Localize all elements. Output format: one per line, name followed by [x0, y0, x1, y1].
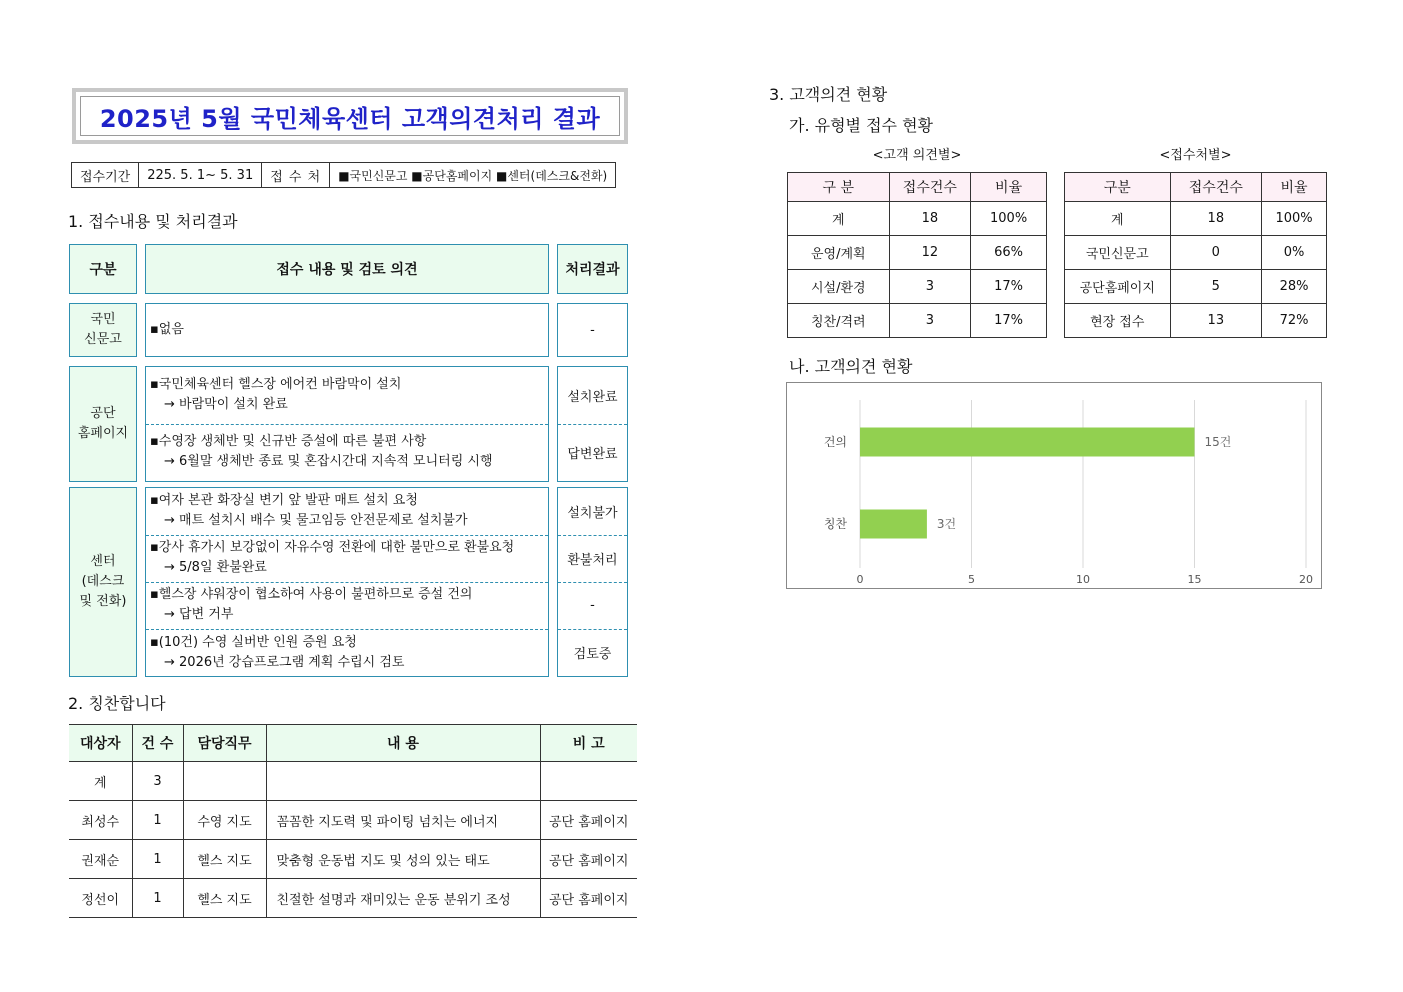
- column-header: 대상자: [69, 725, 132, 762]
- data-label: 3건: [936, 517, 957, 531]
- table2-caption: <접수처별>: [1159, 148, 1232, 163]
- type-stats-table: [787, 172, 1047, 338]
- column-header: 접수건수: [1170, 173, 1262, 202]
- section2-heading: 2. 칭찬합니다: [68, 694, 166, 713]
- column-header: 비율: [971, 173, 1047, 202]
- x-tick-label: 5: [968, 573, 975, 586]
- result-cell: 환불처리: [567, 553, 618, 568]
- list-item: ▪여자 본관 화장실 변기 앞 발판 매트 설치 요청 → 매트 설치시 배수 및 물고임등 안전문제로 설치불가: [150, 493, 468, 528]
- table-header-row: [69, 725, 637, 762]
- column-header: 비율: [1262, 173, 1327, 202]
- category-national: 국민 신문고: [69, 303, 137, 357]
- category-label: 건의: [823, 435, 847, 449]
- table-header-row: [1065, 173, 1327, 202]
- table-header-row: [788, 173, 1047, 202]
- result-center: [557, 487, 628, 677]
- channel-value: ■국민신문고 ■공단홈페이지 ■센터(데스크&전화): [330, 163, 616, 188]
- column-header: 구분: [1065, 173, 1171, 202]
- row-divider: [146, 424, 548, 425]
- table-row: 정선이 1 헬스 지도 친절한 설명과 재미있는 운동 분위기 조성 공단 홈페이지: [69, 879, 637, 918]
- column-header: 내 용: [266, 725, 540, 762]
- x-tick-label: 10: [1076, 573, 1090, 586]
- table1-caption: <고객 의견별>: [872, 148, 962, 163]
- x-tick-label: 20: [1299, 573, 1313, 586]
- list-item: ▪헬스장 샤워장이 협소하여 사용이 불편하므로 증설 건의 → 답변 거부: [150, 587, 473, 622]
- table-row: 계 18 100%: [788, 202, 1047, 236]
- table-row: 공단홈페이지 5 28%: [1065, 270, 1327, 304]
- table-row: 칭찬/격려 3 17%: [788, 304, 1047, 338]
- opinion-bar-chart: [786, 382, 1322, 589]
- result-cell: 설치불가: [567, 506, 618, 521]
- section3-heading: 3. 고객의견 현황: [769, 85, 888, 104]
- row-divider: [146, 582, 548, 583]
- content-center: [145, 487, 549, 677]
- content-homepage: [145, 366, 549, 482]
- result-national: -: [557, 303, 628, 357]
- section3a-heading: 가. 유형별 접수 현황: [789, 116, 933, 135]
- result-cell: 답변완료: [567, 447, 618, 462]
- bar-praise: [860, 510, 927, 539]
- page-title: 2025년 5월 국민체육센터 고객의견처리 결과: [99, 104, 601, 133]
- table-row: 최성수 1 수영 지도 꼼꼼한 지도력 및 파이팅 넘치는 에너지 공단 홈페이지: [69, 801, 637, 840]
- result-homepage: [557, 366, 628, 482]
- column-header: 건 수: [132, 725, 183, 762]
- table-row: 현장 접수 13 72%: [1065, 304, 1327, 338]
- channel-stats-table: [1064, 172, 1327, 338]
- section1-heading: 1. 접수내용 및 처리결과: [68, 212, 238, 231]
- list-item: ▪(10건) 수영 실버반 인원 증원 요청 → 2026년 강습프로그램 계획 수립시 검토: [150, 635, 405, 670]
- row-divider: [146, 535, 548, 536]
- bar-suggestion: [860, 428, 1195, 457]
- period-label: 접수기간: [72, 163, 139, 188]
- data-label: 15건: [1204, 435, 1232, 449]
- result-cell: 검토중: [573, 647, 612, 662]
- table-row: 권재순 1 헬스 지도 맞춤형 운동법 지도 및 성의 있는 태도 공단 홈페이지: [69, 840, 637, 879]
- category-center: 센터 (데스크 및 전화): [69, 487, 137, 677]
- row-divider: [146, 629, 548, 630]
- table-row: 계 18 100%: [1065, 202, 1327, 236]
- category-homepage: 공단 홈페이지: [69, 366, 137, 482]
- period-value: 225. 5. 1~ 5. 31: [139, 163, 262, 188]
- column-header: 접수건수: [889, 173, 971, 202]
- period-table: [71, 162, 616, 188]
- category-label: 칭찬: [823, 517, 847, 531]
- result-cell: 설치완료: [567, 390, 618, 405]
- list-item: ▪강사 휴가시 보강없이 자유수영 전환에 대한 불만으로 환불요청 → 5/8일 환불완료: [150, 540, 515, 575]
- x-tick-label: 15: [1187, 573, 1202, 586]
- table-row: 시설/환경 3 17%: [788, 270, 1047, 304]
- list-item: ▪없음: [150, 322, 184, 337]
- column-header: 구 분: [788, 173, 890, 202]
- table-row: 계 3: [69, 762, 637, 801]
- col-result-header: 처리결과: [557, 244, 628, 294]
- list-item: ▪수영장 생체반 및 신규반 증설에 따른 불편 사항 → 6월말 생체반 종료 및 혼잡시간대 지속적 모니터링 시행: [150, 434, 493, 469]
- praise-table: [69, 724, 637, 918]
- chart-frame: [787, 383, 1322, 589]
- result-cell: -: [590, 598, 595, 613]
- x-tick-label: 0: [856, 573, 864, 586]
- table-row: 국민신문고 0 0%: [1065, 236, 1327, 270]
- content-national: [145, 303, 549, 357]
- col-content-header: 접수 내용 및 검토 의견: [145, 244, 549, 294]
- section3b-heading: 나. 고객의견 현황: [789, 357, 913, 376]
- table-row: 운영/계획 12 66%: [788, 236, 1047, 270]
- col-category-header: 구분: [69, 244, 137, 294]
- title-box: [72, 88, 628, 144]
- column-header: 담당직무: [183, 725, 266, 762]
- channel-label: 접 수 처: [262, 163, 330, 188]
- column-header: 비 고: [540, 725, 637, 762]
- list-item: ▪국민체육센터 헬스장 에어컨 바람막이 설치 → 바람막이 설치 완료: [150, 377, 402, 412]
